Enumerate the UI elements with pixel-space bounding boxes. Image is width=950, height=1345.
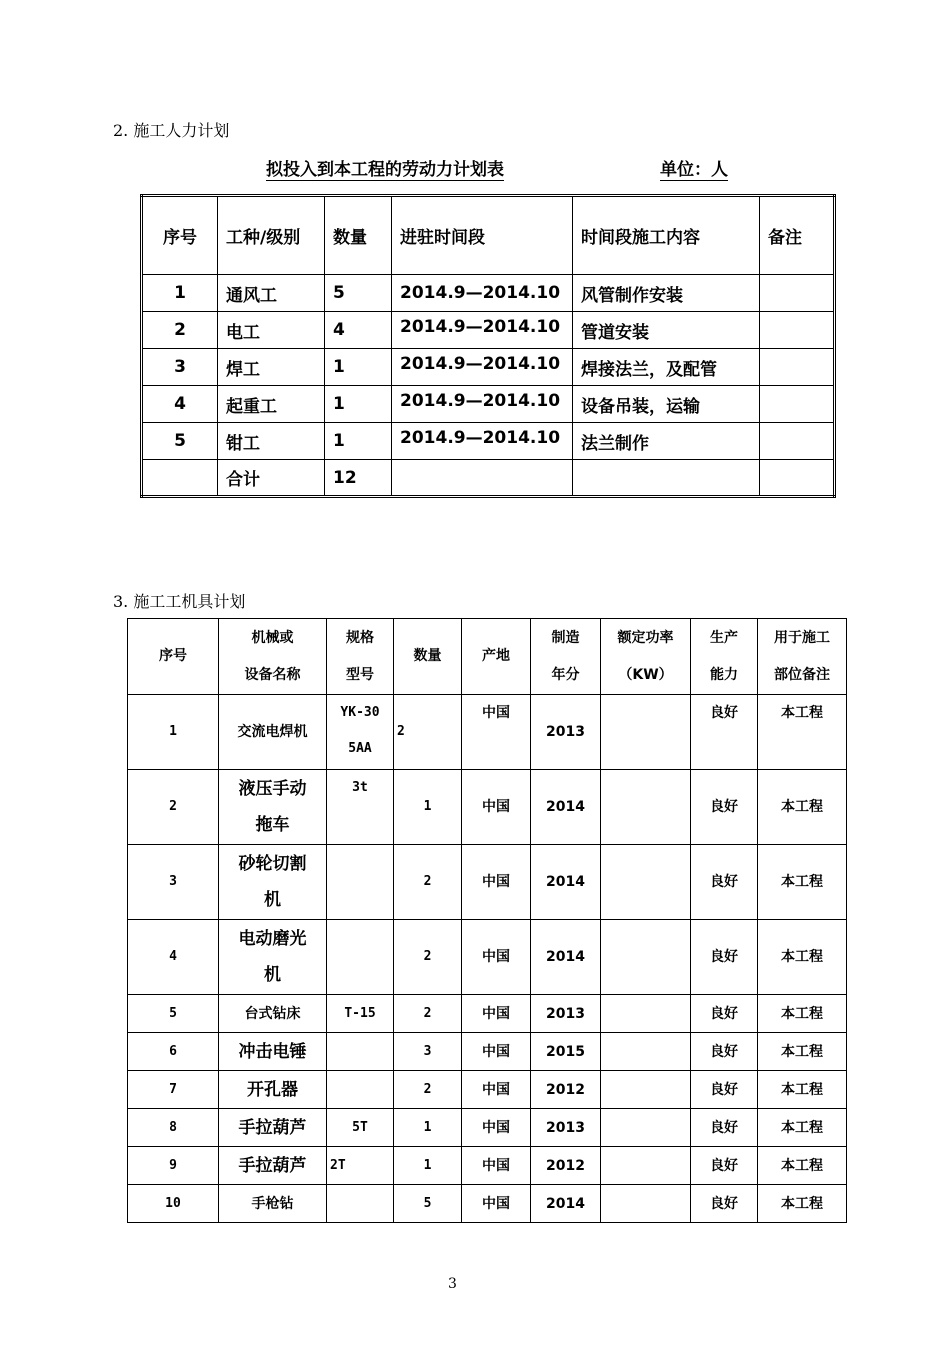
equip-name-line2: 拖车 xyxy=(255,815,290,835)
equip-header-power-line2: （KW） xyxy=(618,666,673,683)
labor-cell-no: 2 xyxy=(142,312,218,349)
equip-cell-name: 手枪钻 xyxy=(219,1185,327,1223)
equip-cell-name: 交流电焊机 xyxy=(219,695,327,770)
equip-cell-usage: 本工程 xyxy=(758,845,847,920)
table-row xyxy=(142,275,835,312)
equip-cell-origin: 中国 xyxy=(462,1109,531,1147)
labor-cell-qty: 1 xyxy=(325,423,392,460)
labor-cell-trade: 起重工 xyxy=(218,386,325,423)
equip-cell-no: 7 xyxy=(128,1071,219,1109)
labor-header-content: 时间段施工内容 xyxy=(573,196,760,275)
equip-cell-qty: 1 xyxy=(394,770,462,845)
equip-header-spec-line2: 型号 xyxy=(346,666,374,683)
equip-cell-spec xyxy=(327,920,394,995)
labor-cell-period: 2014.9—2014.10 xyxy=(392,312,573,349)
equip-cell-spec xyxy=(327,845,394,920)
labor-total-label: 合计 xyxy=(218,460,325,497)
table-row xyxy=(128,695,847,770)
equip-cell-power xyxy=(601,995,691,1033)
equip-cell-no: 3 xyxy=(128,845,219,920)
equip-cell-qty: 2 xyxy=(394,695,462,770)
equip-cell-qty: 1 xyxy=(394,1109,462,1147)
equip-header-qty: 数量 xyxy=(394,619,462,695)
equip-header-usage xyxy=(758,619,847,695)
labor-cell-content: 设备吊装，运输 xyxy=(573,386,760,423)
equip-name-line1: 液压手动 xyxy=(238,779,307,799)
equip-header-power xyxy=(601,619,691,695)
equip-cell-year: 2013 xyxy=(531,1109,601,1147)
equip-header-spec xyxy=(327,619,394,695)
equip-cell-power xyxy=(601,770,691,845)
equip-cell-name: 冲击电锤 xyxy=(219,1033,327,1071)
labor-cell-period: 2014.9—2014.10 xyxy=(392,423,573,460)
equip-cell-qty: 2 xyxy=(394,845,462,920)
labor-header-qty: 数量 xyxy=(325,196,392,275)
table-row xyxy=(142,423,835,460)
equip-cell-power xyxy=(601,695,691,770)
equip-cell-name xyxy=(219,845,327,920)
equip-cell-year: 2012 xyxy=(531,1147,601,1185)
labor-cell-no: 1 xyxy=(142,275,218,312)
labor-cell-qty: 1 xyxy=(325,386,392,423)
equip-cell-no: 6 xyxy=(128,1033,219,1071)
table-row xyxy=(128,770,847,845)
labor-total-blank xyxy=(760,460,835,497)
equip-header-spec-line1: 规格 xyxy=(346,629,374,646)
table-row xyxy=(142,312,835,349)
equip-header-name-line2: 设备名称 xyxy=(244,666,301,683)
equip-cell-no: 8 xyxy=(128,1109,219,1147)
page-number: 3 xyxy=(448,1276,457,1292)
equip-cell-qty: 2 xyxy=(394,995,462,1033)
equip-spec-line2: 5AA xyxy=(348,741,372,756)
equip-header-capacity-line1: 生产 xyxy=(710,629,738,646)
equip-header-no: 序号 xyxy=(128,619,219,695)
labor-header-period: 进驻时间段 xyxy=(392,196,573,275)
labor-cell-period: 2014.9—2014.10 xyxy=(392,275,573,312)
equip-cell-qty: 2 xyxy=(394,1071,462,1109)
equip-cell-name: 手拉葫芦 xyxy=(219,1147,327,1185)
labor-cell-no: 4 xyxy=(142,386,218,423)
equip-cell-origin: 中国 xyxy=(462,995,531,1033)
labor-cell-remark xyxy=(760,386,835,423)
equip-cell-spec: 3t xyxy=(327,770,394,845)
equip-cell-capacity: 良好 xyxy=(691,995,758,1033)
equip-cell-name: 开孔器 xyxy=(219,1071,327,1109)
equip-cell-usage: 本工程 xyxy=(758,770,847,845)
equip-cell-power xyxy=(601,1147,691,1185)
equip-cell-origin: 中国 xyxy=(462,770,531,845)
equip-cell-usage: 本工程 xyxy=(758,920,847,995)
labor-table-unit: 单位：人 xyxy=(660,160,728,180)
table-row xyxy=(128,845,847,920)
labor-cell-content: 法兰制作 xyxy=(573,423,760,460)
equip-cell-origin: 中国 xyxy=(462,1185,531,1223)
equip-cell-year: 2013 xyxy=(531,995,601,1033)
labor-cell-content: 管道安装 xyxy=(573,312,760,349)
equip-cell-no: 9 xyxy=(128,1147,219,1185)
equip-name-line2: 机 xyxy=(264,890,281,910)
equip-spec-line1: YK-30 xyxy=(340,705,380,720)
equip-header-name xyxy=(219,619,327,695)
table-row xyxy=(128,1033,847,1071)
equip-header-usage-line2: 部位备注 xyxy=(774,666,830,683)
equip-cell-origin: 中国 xyxy=(462,1147,531,1185)
equip-header-power-line1: 额定功率 xyxy=(617,629,674,646)
labor-table-title-text: 拟投入到本工程的劳动力计划表 xyxy=(266,160,504,180)
equip-header-name-line1: 机械或 xyxy=(251,629,294,646)
equip-cell-capacity: 良好 xyxy=(691,695,758,770)
equip-cell-year: 2012 xyxy=(531,1071,601,1109)
section-2-heading: 2. 施工人力计划 xyxy=(113,121,230,140)
equip-cell-usage: 本工程 xyxy=(758,995,847,1033)
equip-cell-spec xyxy=(327,1033,394,1071)
equip-cell-qty: 5 xyxy=(394,1185,462,1223)
labor-total-value: 12 xyxy=(325,460,392,497)
equip-cell-capacity: 良好 xyxy=(691,920,758,995)
labor-cell-period: 2014.9—2014.10 xyxy=(392,386,573,423)
equip-cell-usage: 本工程 xyxy=(758,1109,847,1147)
labor-cell-remark xyxy=(760,349,835,386)
equip-cell-usage: 本工程 xyxy=(758,1185,847,1223)
equip-cell-no: 1 xyxy=(128,695,219,770)
equip-header-year-line1: 制造 xyxy=(551,629,580,646)
labor-cell-remark xyxy=(760,423,835,460)
equip-cell-origin: 中国 xyxy=(462,920,531,995)
equip-cell-capacity: 良好 xyxy=(691,845,758,920)
equip-cell-year: 2014 xyxy=(531,770,601,845)
labor-total-blank xyxy=(142,460,218,497)
equip-cell-no: 4 xyxy=(128,920,219,995)
equip-cell-spec xyxy=(327,1185,394,1223)
labor-cell-no: 3 xyxy=(142,349,218,386)
equip-cell-origin: 中国 xyxy=(462,1033,531,1071)
equip-header-year-line2: 年分 xyxy=(551,666,580,683)
table-row xyxy=(142,386,835,423)
equip-cell-name: 台式钻床 xyxy=(219,995,327,1033)
labor-cell-qty: 1 xyxy=(325,349,392,386)
table-row xyxy=(128,1185,847,1223)
equip-cell-power xyxy=(601,1071,691,1109)
equip-cell-power xyxy=(601,1033,691,1071)
equip-cell-usage: 本工程 xyxy=(758,1071,847,1109)
equip-cell-year: 2014 xyxy=(531,845,601,920)
equip-cell-origin: 中国 xyxy=(462,1071,531,1109)
equip-header-year xyxy=(531,619,601,695)
labor-header-remark: 备注 xyxy=(760,196,835,275)
equip-cell-capacity: 良好 xyxy=(691,770,758,845)
equip-cell-name xyxy=(219,770,327,845)
equip-cell-name: 手拉葫芦 xyxy=(219,1109,327,1147)
table-row xyxy=(142,349,835,386)
equip-cell-no: 5 xyxy=(128,995,219,1033)
labor-header-trade: 工种/级别 xyxy=(218,196,325,275)
equip-cell-no: 10 xyxy=(128,1185,219,1223)
labor-cell-trade: 通风工 xyxy=(218,275,325,312)
equip-name-line1: 砂轮切割 xyxy=(238,854,307,874)
labor-total-blank xyxy=(392,460,573,497)
equip-name-line2: 机 xyxy=(264,965,281,985)
labor-cell-qty: 5 xyxy=(325,275,392,312)
equipment-plan-table xyxy=(127,618,847,1223)
equip-header-usage-line1: 用于施工 xyxy=(774,629,830,646)
equip-cell-usage: 本工程 xyxy=(758,695,847,770)
equip-cell-power xyxy=(601,1185,691,1223)
equip-cell-year: 2015 xyxy=(531,1033,601,1071)
equip-cell-capacity: 良好 xyxy=(691,1033,758,1071)
equip-cell-power xyxy=(601,920,691,995)
labor-header-row xyxy=(142,196,835,275)
equip-cell-capacity: 良好 xyxy=(691,1071,758,1109)
labor-total-blank xyxy=(573,460,760,497)
equip-cell-name xyxy=(219,920,327,995)
equip-header-capacity-line2: 能力 xyxy=(710,666,738,683)
table-row xyxy=(128,1147,847,1185)
equip-cell-usage: 本工程 xyxy=(758,1033,847,1071)
equip-cell-origin: 中国 xyxy=(462,845,531,920)
equip-header-capacity xyxy=(691,619,758,695)
table-row xyxy=(128,920,847,995)
labor-table-title xyxy=(240,155,530,180)
labor-cell-qty: 4 xyxy=(325,312,392,349)
equip-cell-spec: 5T xyxy=(327,1109,394,1147)
labor-cell-content: 风管制作安装 xyxy=(573,275,760,312)
equip-name-line1: 电动磨光 xyxy=(238,929,307,949)
equip-cell-capacity: 良好 xyxy=(691,1185,758,1223)
equip-cell-capacity: 良好 xyxy=(691,1109,758,1147)
table-row xyxy=(128,995,847,1033)
table-row xyxy=(128,1109,847,1147)
labor-cell-period: 2014.9—2014.10 xyxy=(392,349,573,386)
equip-header-origin: 产地 xyxy=(462,619,531,695)
labor-cell-content: 焊接法兰，及配管 xyxy=(573,349,760,386)
equipment-header-row xyxy=(128,619,847,695)
equip-cell-capacity: 良好 xyxy=(691,1147,758,1185)
labor-cell-trade: 电工 xyxy=(218,312,325,349)
equip-cell-year: 2014 xyxy=(531,1185,601,1223)
labor-cell-trade: 钳工 xyxy=(218,423,325,460)
equip-cell-power xyxy=(601,845,691,920)
equip-cell-spec xyxy=(327,695,394,770)
labor-cell-trade: 焊工 xyxy=(218,349,325,386)
equip-cell-spec xyxy=(327,1071,394,1109)
labor-header-no: 序号 xyxy=(142,196,218,275)
equip-cell-qty: 3 xyxy=(394,1033,462,1071)
equip-cell-power xyxy=(601,1109,691,1147)
equip-cell-no: 2 xyxy=(128,770,219,845)
labor-total-row xyxy=(142,460,835,497)
section-3-heading: 3. 施工工机具计划 xyxy=(113,592,246,611)
labor-cell-remark xyxy=(760,312,835,349)
labor-cell-remark xyxy=(760,275,835,312)
equip-cell-qty: 1 xyxy=(394,1147,462,1185)
equip-cell-origin: 中国 xyxy=(462,695,531,770)
equip-cell-spec: T-15 xyxy=(327,995,394,1033)
table-row xyxy=(128,1071,847,1109)
equip-cell-qty: 2 xyxy=(394,920,462,995)
labor-plan-table xyxy=(140,194,836,498)
equip-cell-year: 2014 xyxy=(531,920,601,995)
equip-cell-usage: 本工程 xyxy=(758,1147,847,1185)
equip-cell-spec: 2T xyxy=(327,1147,394,1185)
labor-cell-no: 5 xyxy=(142,423,218,460)
equip-cell-year: 2013 xyxy=(531,695,601,770)
